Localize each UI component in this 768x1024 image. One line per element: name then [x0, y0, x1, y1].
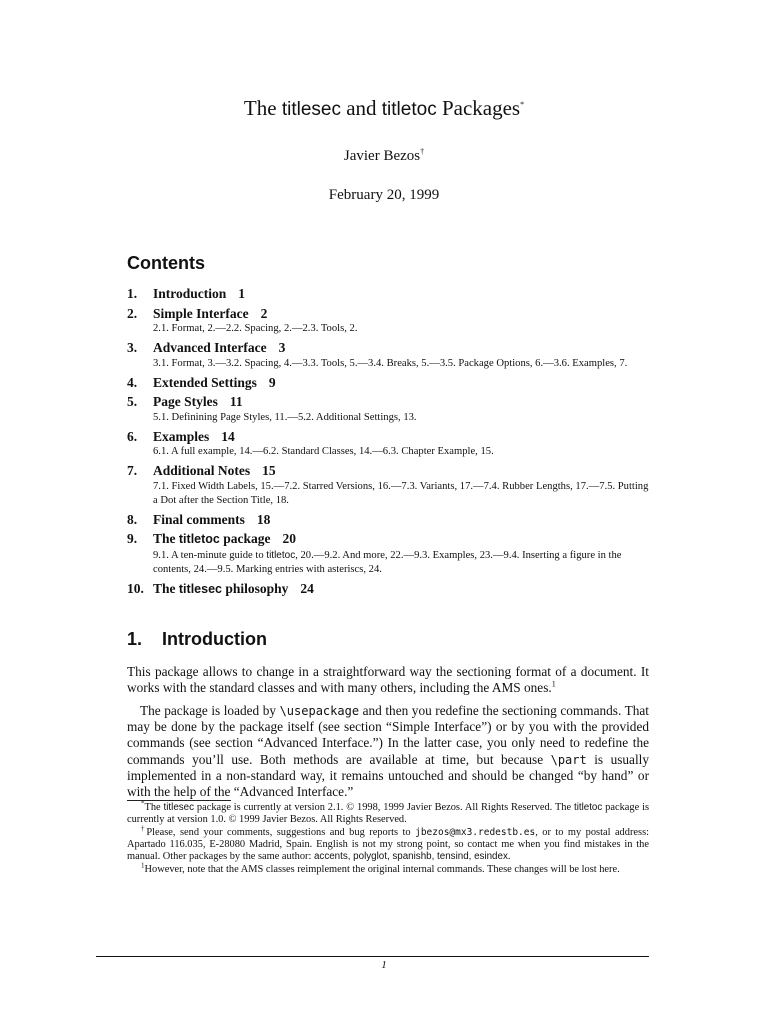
toc-subentries: 9.1. A ten-minute guide to titletoc, 20.—9.2. And more, 22.—9.3. Examples, 23.—9.4. Inserting a figure in the contents, 24.—9.5. Marking entries with asteriscs, 24.	[153, 549, 622, 575]
footnote: *The titlesec package is currently at version 2.1. © 1998, 1999 Javier Bezos. All Rights Reserved. The titletoc package is currently at version 1.0. © 1999 Javier Bezos. All Rights Reserved.	[127, 799, 649, 826]
toc-subentries: 2.1. Format, 2.—2.2. Spacing, 2.—2.3. Tools, 2.	[153, 323, 358, 334]
document-date: February 20, 1999	[328, 187, 440, 203]
toc-subentries: 7.1. Fixed Width Labels, 15.—7.2. Starred Versions, 16.—7.3. Variants, 17.—7.4. Rubber Lengths, 17.—7.5. Putting a Dot after the Section Title, 18.	[153, 480, 649, 506]
email-address[interactable]: jbezos@mx3.redestb.es	[415, 827, 536, 838]
toc-entry[interactable]: 6. Examples 14 6.1. A full example, 14.—6.2. Standard Classes, 14.—6.3. Chapter Example, 15.	[127, 428, 652, 460]
package-name-titletoc: titletoc	[178, 532, 220, 546]
toc-entry[interactable]: 5. Page Styles 11 5.1. Definining Page Styles, 11.—5.2. Additional Settings, 13.	[127, 393, 652, 425]
toc-entry[interactable]: 10. The titlesec philosophy 24	[127, 580, 314, 596]
toc-subentries: 6.1. A full example, 14.—6.2. Standard Classes, 14.—6.3. Chapter Example, 15.	[153, 446, 494, 457]
title-footnote-mark[interactable]: *	[520, 100, 525, 109]
package-name-titletoc: titletoc	[381, 99, 437, 120]
body-paragraph: The package is loaded by \usepackage and then you redefine the sectioning commands. That may be done by the package itself (see section “Simple Interface”) or by you with the provided commands (see section “Advanced Interface.”) In the latter case, you only need to redefine the commands you’ll use. Both methods are available at time, but because \part is usually implemented in a non-standard way, it remains untouched and should be changed “by hand” or with the help of the “Advanced Interface.”	[127, 703, 649, 800]
footnote: $^1$However, note that the AMS classes reimplement the original internal commands. These changes will be lost here.	[141, 861, 620, 875]
toc-entry[interactable]: 4. Extended Settings 9	[127, 374, 276, 390]
code-part: \part	[550, 752, 587, 767]
author: Javier Bezos†	[343, 147, 425, 164]
toc-entry[interactable]: 8. Final comments 18	[127, 511, 271, 527]
toc-subentries: 3.1. Format, 3.—3.2. Spacing, 4.—3.3. Tools, 5.—3.4. Breaks, 5.—3.5. Package Options, 6.—3.6. Examples, 7.	[153, 357, 628, 369]
toc-entry[interactable]: 9. The titletoc package 20 9.1. A ten-minute guide to titletoc, 20.—9.2. And more, 22.—9.3. Examples, 23.—9.4. Inserting a figure in the contents, 24.—9.5. Marking entries with asteriscs, 24.	[127, 530, 652, 577]
toc-entry[interactable]: 3. Advanced Interface 3 3.1. Format, 3.—3.2. Spacing, 4.—3.3. Tools, 5.—3.4. Breaks, 5.—3.5. Package Options, 6.—3.6. Examples, 7.	[127, 339, 652, 371]
toc-subentries: 5.1. Definining Page Styles, 11.—5.2. Additional Settings, 13.	[153, 411, 417, 423]
page-number: 1	[381, 959, 387, 971]
package-name-titlesec: titlesec	[281, 99, 341, 120]
toc-entry[interactable]: 7. Additional Notes 15 7.1. Fixed Width Labels, 15.—7.2. Starred Versions, 16.—7.3. Variants, 17.—7.4. Rubber Lengths, 17.—7.5. Putting a Dot after the Section Title, 18.	[127, 462, 652, 508]
package-name-titlesec: titlesec	[178, 581, 222, 596]
table-of-contents	[127, 285, 652, 600]
toc-entry[interactable]: 2. Simple Interface 2 2.1. Format, 2.—2.2. Spacing, 2.—2.3. Tools, 2.	[127, 305, 652, 337]
footnote-ref-1[interactable]: 1	[551, 679, 556, 689]
code-usepackage: \usepackage	[279, 704, 360, 718]
page-footer-rule	[96, 956, 649, 957]
package-list: accents, polyglot, spanishb, tensind, esindex	[313, 851, 508, 863]
toc-entry[interactable]: 1. Introduction 1	[127, 286, 246, 301]
body-paragraph: This package allows to change in a straightforward way the sectioning format of a document. It works with the standard classes and with many others, including the AMS ones.$^1$	[127, 664, 649, 696]
contents-heading: Contents	[127, 253, 205, 273]
section-heading-introduction: 1. Introduction	[127, 629, 267, 649]
author-footnote-mark[interactable]: †	[420, 147, 425, 156]
document-title: The titlesec and titletoc Packages*	[243, 96, 525, 120]
footnote: †Please, send your comments, suggestions and bug reports to jbezos@mx3.redestb.es, or to my postal address: Apartado 116.035, E-28080 Madrid, Spain. English is not my strong point, so contact me when you find mistakes in the manual. Other packages by the same author: accents, polyglot, spanishb, tensind, esindex.	[127, 824, 649, 863]
